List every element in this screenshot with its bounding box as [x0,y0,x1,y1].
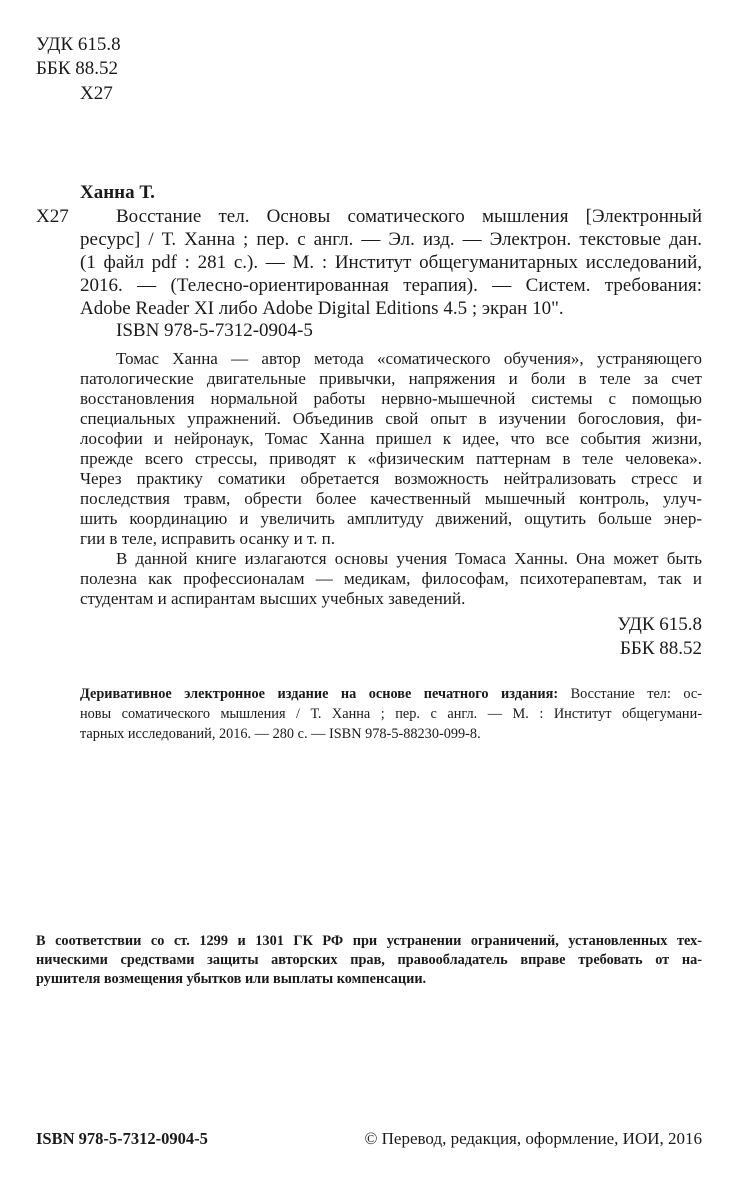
abstract-line-9: шить координацию и увеличить амплитуду движений, ощутить больше энер- [80,509,702,528]
abstract-line-7: Через практику соматики обретается возможность нейтрализовать стресс и [80,469,702,488]
footer-isbn: ISBN 978-5-7312-0904-5 [36,1129,208,1148]
abstract-line-5: лософии и нейронаук, Томас Ханна пришел к идее, что все события жизни, [80,429,702,448]
abstract-line-8: последствия травм, обрести более качественный мышечный контроль, улуч- [80,489,702,508]
udk-code-top: УДК 615.8 [36,34,121,55]
abstract-line-13: студентам и аспирантам высших учебных заведений. [80,589,466,608]
derivative-line-1 [80,685,702,703]
abstract-line-2: патологические двигательные привычки, напряжения и боли в теле за счет [80,369,702,388]
derivative-line-3: тарных исследований, 2016. — 280 с. — ISBN 978-5-88230-099-8. [80,726,481,742]
abstract-line-10: гии в теле, исправить осанку и т. п. [80,529,335,548]
entry-line-1: Восстание тел. Основы соматического мышления [Электронный [116,206,702,227]
legal-line-3: рушителя возмещения убытков или выплаты компенсации. [36,971,427,987]
entry-isbn: ISBN 978-5-7312-0904-5 [116,320,313,341]
author-mark: Х27 [36,206,69,227]
legal-line-2: ническими средствами защиты авторских прав, правообладатель вправе требовать от на- [36,952,702,968]
entry-line-5: Adobe Reader XI либо Adobe Digital Editions 4.5 ; экран 10". [80,298,564,319]
abstract-line-3: восстановления нормальной работы нервно-мышечной системы с помощью [80,389,702,408]
bbk-code-top: ББК 88.52 [36,58,118,79]
footer-copyright: © Перевод, редакция, оформление, ИОИ, 2016 [364,1129,702,1148]
derivative-line-1-rest: Восстание тел: ос- [558,686,702,702]
abstract-line-12: полезна как профессионалам — медикам, философам, психотерапевтам, так и [80,569,702,588]
abstract-line-4: специальных упражнений. Объединив свой опыт в изучении богословия, фи- [80,409,702,428]
bbk-code-bottom: ББК 88.52 [620,638,702,659]
abstract-line-11: В данной книге излагаются основы учения Томаса Ханны. Она может быть [116,549,702,568]
derivative-label: Деривативное электронное издание на основе печатного издания: [80,686,559,702]
derivative-line-2: новы соматического мышления / Т. Ханна ; пер. с англ. — М. : Институт общегумани- [80,706,702,722]
abstract-line-1: Томас Ханна — автор метода «соматического обучения», устраняющего [116,349,702,368]
author-name: Ханна Т. [80,182,155,203]
abstract-line-6: прежде всего стрессы, приводят к «физическим паттернам в теле человека». [80,449,702,468]
author-mark-top: Х27 [80,83,113,104]
entry-line-2: ресурс] / Т. Ханна ; пер. с англ. — Эл. изд. — Электрон. текстовые дан. [80,229,702,250]
legal-line-1: В соответствии со ст. 1299 и 1301 ГК РФ при устранении ограничений, установленных тех- [36,933,702,949]
entry-line-3: (1 файл pdf : 281 с.). — М. : Институт общегуманитарных исследований, [80,252,702,273]
entry-line-4: 2016. — (Телесно-ориентированная терапия). — Систем. требования: [80,275,702,296]
udk-code-bottom: УДК 615.8 [617,614,702,635]
